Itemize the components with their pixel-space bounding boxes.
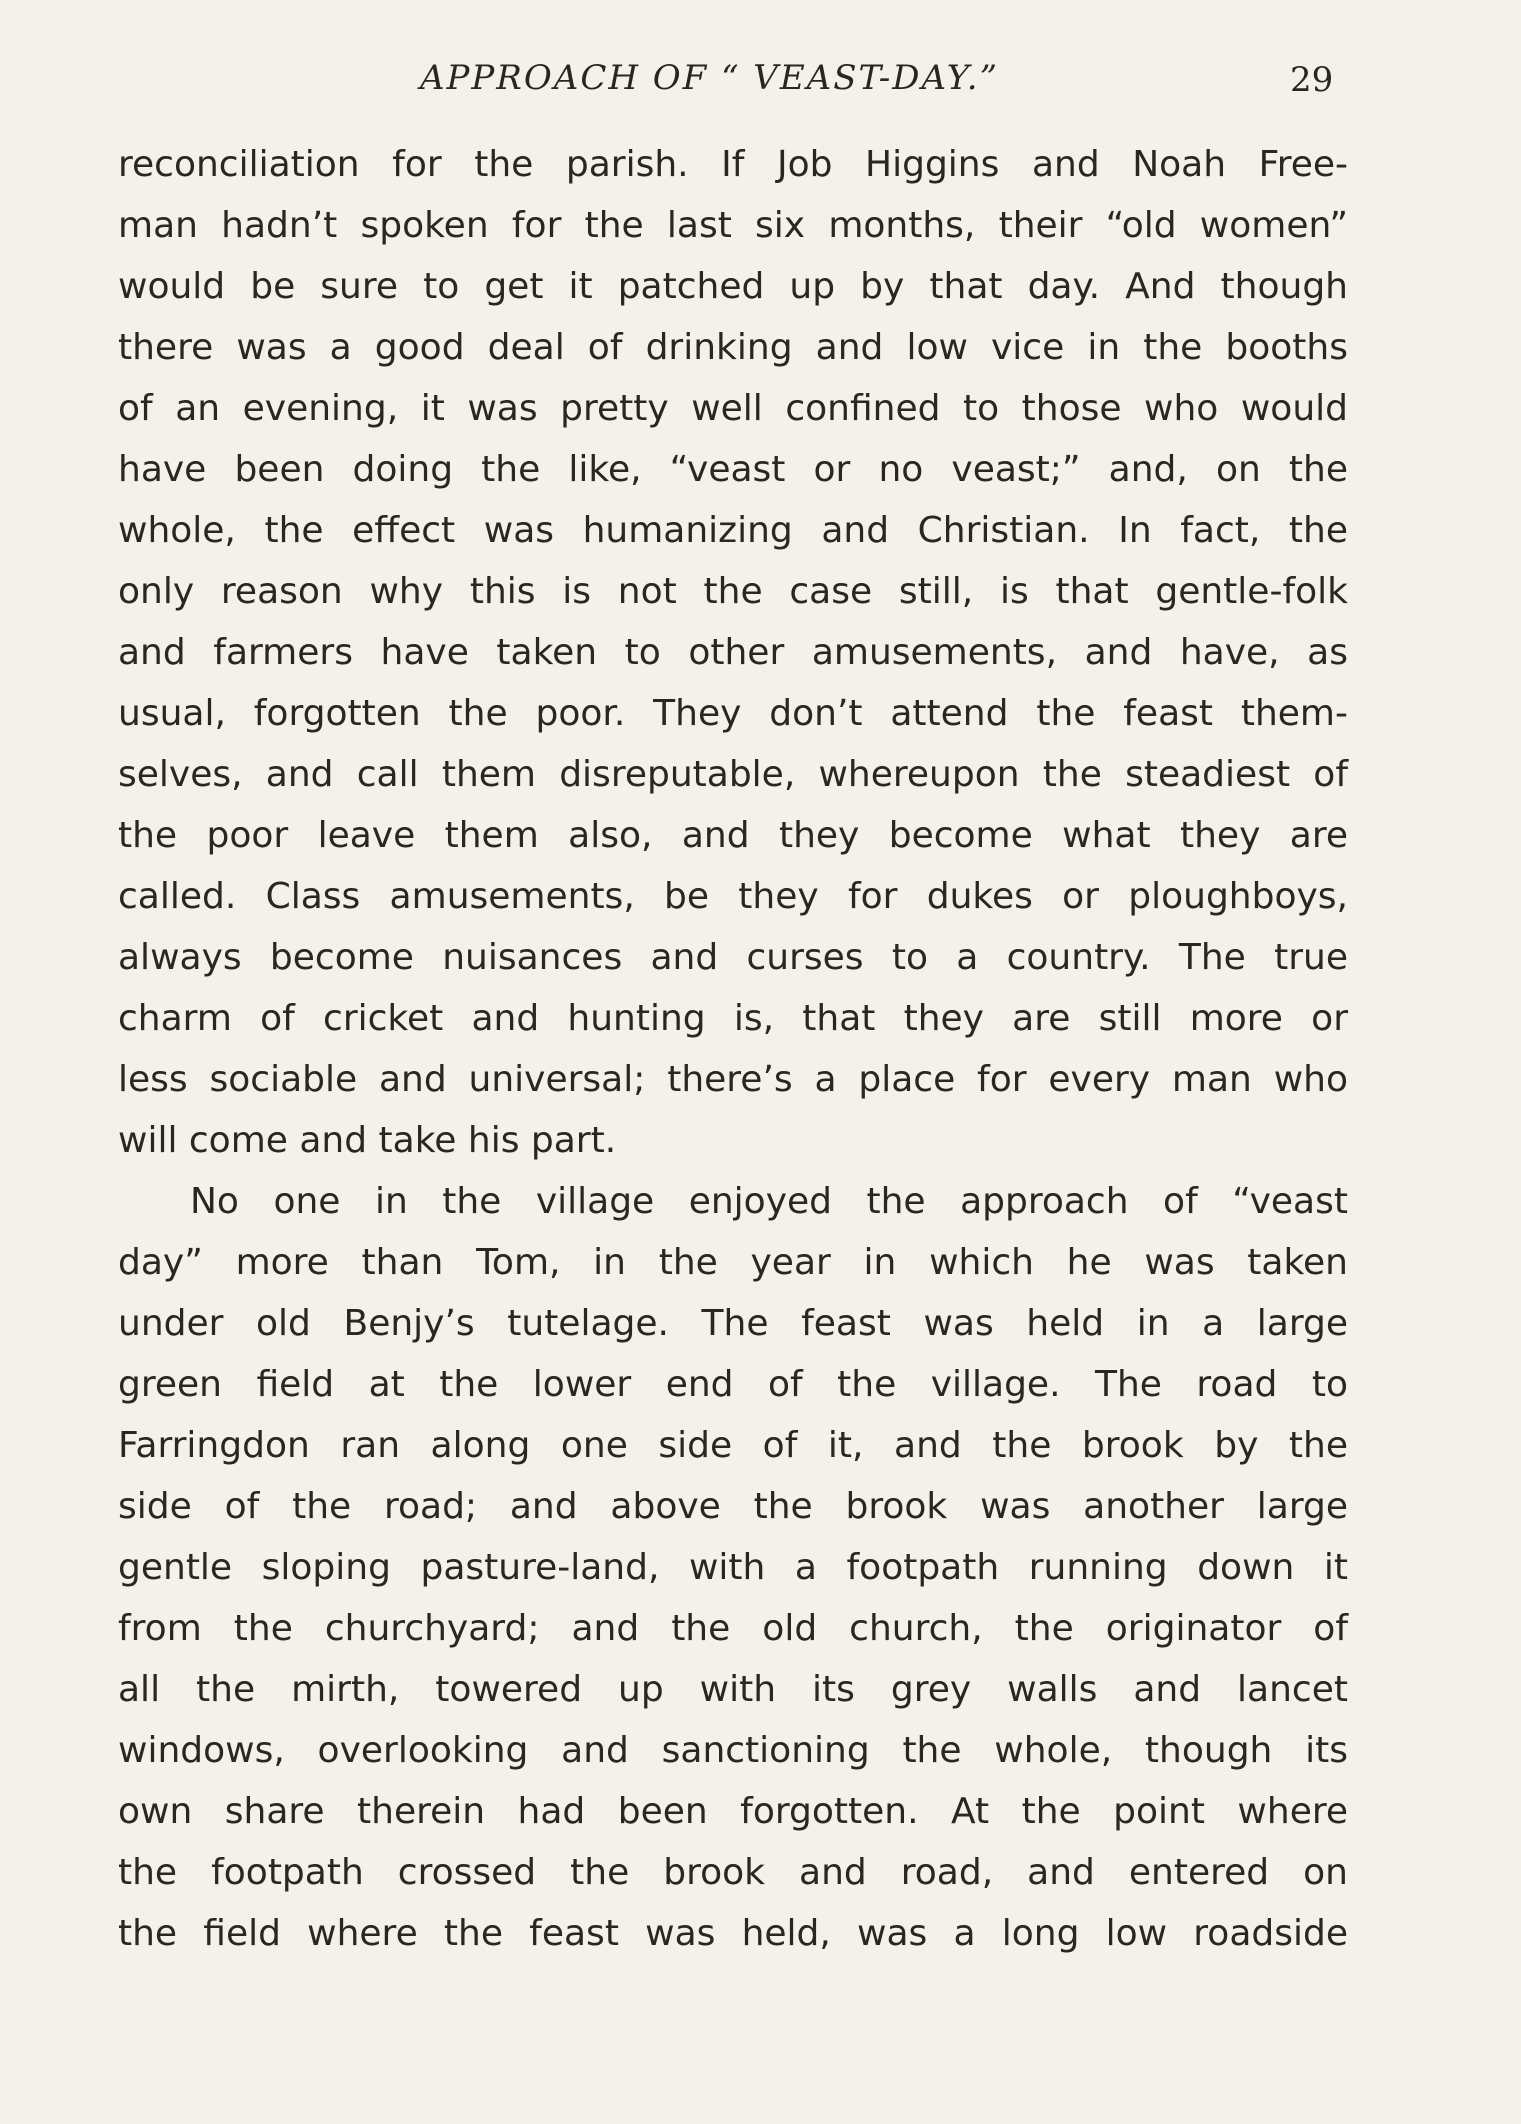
text-line: green field at the lower end of the village. The road to (118, 1364, 1348, 1405)
text-line: whole, the effect was humanizing and Christian. In fact, the (118, 510, 1348, 551)
paragraph-end-line: will come and take his part. (118, 1120, 617, 1161)
text-line: usual, forgotten the poor. They don’t attend the feast them- (118, 693, 1348, 734)
text-line: man hadn’t spoken for the last six months, their “old women” (118, 205, 1348, 246)
text-line: reconciliation for the parish. If Job Higgins and Noah Free- (118, 144, 1348, 185)
paragraph-start-line: No one in the village enjoyed the approach of “veast (190, 1181, 1348, 1222)
text-line: own share therein had been forgotten. At the point where (118, 1791, 1348, 1832)
text-line: only reason why this is not the case still, is that gentle-folk (118, 571, 1348, 612)
text-line: there was a good deal of drinking and low vice in the booths (118, 327, 1348, 368)
text-line: always become nuisances and curses to a country. The true (118, 937, 1348, 978)
text-line: the poor leave them also, and they become what they are (118, 815, 1348, 856)
body-text (118, 134, 1348, 1964)
text-line: windows, overlooking and sanctioning the whole, though its (118, 1730, 1348, 1771)
text-line: and farmers have taken to other amusements, and have, as (118, 632, 1348, 673)
text-line: of an evening, it was pretty well confined to those who would (118, 388, 1348, 429)
page-number: 29 (1290, 60, 1334, 100)
text-line: charm of cricket and hunting is, that they are still more or (118, 998, 1348, 1039)
text-line: side of the road; and above the brook was another large (118, 1486, 1348, 1527)
text-line: under old Benjy’s tutelage. The feast was held in a large (118, 1303, 1348, 1344)
text-line: the footpath crossed the brook and road, and entered on (118, 1852, 1348, 1893)
text-line: called. Class amusements, be they for dukes or ploughboys, (118, 876, 1348, 917)
text-line: have been doing the like, “veast or no veast;” and, on the (118, 449, 1348, 490)
text-line: would be sure to get it patched up by that day. And though (118, 266, 1348, 307)
text-line: day” more than Tom, in the year in which he was taken (118, 1242, 1348, 1283)
text-line: less sociable and universal; there’s a place for every man who (118, 1059, 1348, 1100)
running-head (0, 58, 1521, 108)
text-line: Farringdon ran along one side of it, and the brook by the (118, 1425, 1348, 1466)
text-line: the field where the feast was held, was a long low roadside (118, 1913, 1348, 1954)
text-line: gentle sloping pasture-land, with a footpath running down it (118, 1547, 1348, 1588)
text-line: all the mirth, towered up with its grey walls and lancet (118, 1669, 1348, 1710)
running-title: APPROACH OF “ VEAST-DAY.” (420, 58, 999, 98)
text-line: from the churchyard; and the old church, the originator of (118, 1608, 1348, 1649)
text-line: selves, and call them disreputable, whereupon the steadiest of (118, 754, 1348, 795)
